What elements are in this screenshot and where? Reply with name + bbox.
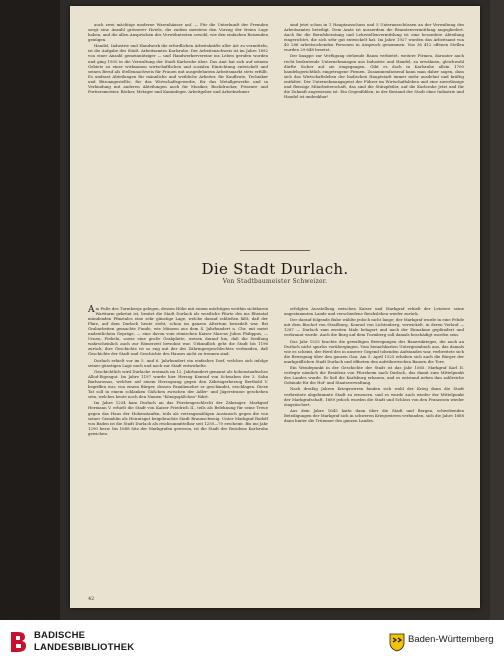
scanner-background-left — [0, 0, 60, 620]
paragraph: sind jetzt schon in 1 Hauptausschuss und 5 Unterausschüssen an der Verwaltung des Arbeitsamtes beteiligt. Dem Amte ist ausserdem die Beamtenvermittlung angegliedert. Auch für die Berufsberatung und Lehrstellenvermittlung ist eine besondere Abteilung eingerichtet, die sich sehr gut entwickelt hat. Im Jahre 1927 wurden das Arbeitsamt von 40 286 arbeitsuchenden Personen in Anspruch genommen. Von 36 412 offenen Stellen wurden 29 648 besetzt. — [284, 22, 464, 53]
paragraph: Der darauf folgende Bube wählte jedoch nicht lange; der Markgraf wurde in eine Fehde mit dem Bischof von Straßburg, Konrad von Lichtenberg, verwickelt, in deren Verlauf — 1287 — Durlach zum zweiten Male belagert und nach der Einnahme geplündert und verbrannt wurde. Auch die Burg auf dem Turmberg soll damals beschädigt worden sein. — [284, 317, 464, 338]
paragraph: Im Jahre 1234 kam Durlach an das Fürstengeschlecht der Zähringer. Markgraf Hermann V. erhielt die Stadt von Kaiser Friedrich II., teils als Belehnung für seine Treue gegen das Haus der Hohenstaufen, teils als vertragsmäßigen Austausch gegen die von seiner Gemahlin als Heiratsgut beigebrachte Stadt Braunschweig. Unter Markgraf Rudolf von Baden ist die Stadt Durlach als reichsunmittelbar seit 1250—70 erscheint. Bis ins Jahr 1290 bezw. bis 1688 Sitz der Markgrafen gewesen, ist die Stadt der Residenz Karlsruhe gewichen. — [88, 400, 268, 436]
paragraph: Ein Wendepunkt in der Geschichte der Stadt ist das Jahr 1565. Markgraf Karl II. verlegte nämlich die Residenz von Pforzheim nach Durlach, das damit zum Mittelpunkt des Landes wurde. Er ließ die Karlsburg erbauen, und es entstand neben ihm zahlreiche Gebäude für die Hof- und Staatsverwaltung. — [284, 365, 464, 386]
paragraph: auch zwei mächtige moderne Warenhäuser auf. — Für die Unterkunft der Fremden sorgt eine Anzahl grösserer Hotels, die zudem meistens den Vorzug der freien Lage haben, und die allen Ansprüchen des Verwöhntesten sowohl, wie den einfachen Reisenden genügen. — [88, 22, 268, 43]
article-subtitle: Von Stadtbaumeister Schweizer. — [222, 278, 328, 285]
library-name[interactable] — [34, 630, 134, 654]
paragraph: Geschichtlich wird Durlache erstmals im 12. Jahrhundert genannt als hohenstaufisches Allod-Eigengut. Im Jahre 1197 wurde hier Herzog Konrad von Schwaben der 3. Sohn Barbarossas, welcher auf einem Herzogszug gegen den Zähringerherzog Berthold V. begriffen war, von einem Bürger, dessen Familienehre er geschändet, erschlagen. Diese Tat soll in einem schlanken Gäßchen zwischen der Adler- und Jägerstrasse geschehen sein, welches heute noch den Namen "Königsgäßchen" führt. — [88, 368, 268, 400]
book-page — [70, 6, 480, 608]
text-column-top-left — [88, 22, 268, 95]
text-column-bottom-right — [284, 306, 464, 424]
page-number: 42 — [88, 596, 95, 602]
baden-wuerttemberg-coat-of-arms-icon[interactable] — [388, 632, 406, 652]
paragraph: Aus dem Jahre 1645 hatte dann über die Stadt und Bergen, schwebenden Beteiligungen der Markgraf sich in schweren Kriegswirren verbunden, sich die Jahre 1688 dann hinter die Trümmer des ganzen Landes. — [284, 407, 464, 423]
paragraph: Handel, Industrie und Handwerk die erfordlichen Arbeitskräfte aller Art zu vermitteln, ist die Aufgabe des Städt. Arbeitsamtes Karlsruhe. Der Arbeitsnachweis ist im Jahre 1892 von einer Anzahl gemeinnütziger — und Handwerkervereine ins Leben gerufen worden und ging 1905 in die Verwaltung der Stadt Karlsruhe über. Das Amt hat sich auf seinem Gebiete zu einer wirksamen wirtschaftlichen und sozialen Einrichtung entwickelt und seinen Beruf als Stellennachweis für Frauen mit ausgedehntem Arbeitsmarkt stets erfüllt. Es umfasst Abteilungen für männliche und weibliche Arbeiter, für Kaufleute, Techniker und Büroangestellte, für das Wirtschaftsgewerbe, für das Metallgewerbe und in Verbindung mit anderen Abteilungen auch für Musiker, Buchdrucker, Friseure und Portiersmeister, Bäcker, Metzger und Kaminfeger. Arbeitgeber und Arbeitnehmer — [88, 43, 268, 94]
paragraph: Nach dreißig Jahren Kriegswirren fanden sich wohl der Krieg dann die Stadt verbreitete abgebrannte Stadt zu erneuern, und es wurde auch wieder der Mittelpunkt der Markgrafschaft, 1689 jedoch wurden die Stadt und Schloss von den Franzosen wieder eingeäschert. — [284, 386, 464, 407]
footer-bar — [0, 620, 504, 666]
article-title: Die Stadt Durlach. — [201, 260, 349, 278]
paragraph: Das Jahr 1525 brachte die gewaltigen Bewegungen des Bauernkrieges, die auch an Durlach nicht spurlos vorübergingen. Vom benachbarten Untergrombach aus, das damals wie es scheint, der Herd des in unserer Gegend tobenden Aufstandes war, verbreitete sich die Bewegung über den ganzen Gau. Am 5. April 1525 erhoben sich auch die Bürger der markgräflichen Stadt Durlach und öffneten den aufrührerischen Bauern die Tore. — [284, 338, 464, 364]
paragraph: Der knappe zur Verfügung stehende Raum verbietet, weitere Firmen, darunter auch recht bedeutende Unternehmungen aus Industrie und Handel, zu erwähnen, gleichwohl dürfte Sicher auf sie eingegangen. Gibt es doch in Karlsruhe allein 1700 handelsgerichtlich eingetragene Firmen. Zusammenfassend kann man daher sagen, dass sich das Wirtschaftsleben der badischen Hauptstadt immer mehr ausdehnt und kräftig entfaltet. Der Unternehmungsgeist der Führer im Wirtschaftsleben und eine zuverlässige und fleissige Mitarbeiterschaft, das sind die Stützpfeiler, auf die Karlsruhe jetzt und für die Zukunft angewiesen ist. Ein Gegenfühlen, in der Bestand der Stadt ohne Industrie und Handel ist undenkbar! — [284, 53, 464, 99]
drop-cap: A — [88, 305, 95, 315]
library-name-line2: LANDESBIBLIOTHEK — [34, 642, 135, 653]
text-column-top-right — [284, 22, 464, 100]
library-name-line1: BADISCHE — [34, 630, 86, 641]
state-name[interactable]: Baden-Württemberg — [408, 634, 494, 645]
section-divider — [240, 250, 310, 251]
paragraph: erfolgten Ausstellung zwischen Kaiser und Markgraf erhielt der Letztere seine angestammten Lande und verschiedene Reichslehen wieder zurück. — [284, 306, 464, 317]
scanner-background-right — [490, 0, 504, 620]
paragraph: Am Fuße des Turmbergs gelegen, dessen Höhe mit einem mächtigen weithin sichtbaren Wartturm gekrönt ist, besitzt die Stadt Durlach als westliche Pforte des ins Rheintal mündenden Pfinztales eine sehr günstige Lage, welche darauf schließen läßt, daß der Platz, auf dem Durlach heute steht, schon im ganzen Altertum besiedelt war. Bei Grabarbeiten gemachte Funde, wie Münzen aus dem 4. Jahrhundert n. Chr. mit meist undeutlichem Gepräge, — eine davon vom römischen Kaiser Marcus Julius Philippus, — Urnen, Fiebeln, sowie eine große Grabplatte, weisen darauf hin, daß die Siedlung wahrscheinlich auch zur Römerzeit bewohnt war. Urkundlich geht die Stadt bis 1196 zurück; ihre Geschichte ist so eng mit der des Zähringergeschlechtes verbunden, daß Geschichte der Stadt und Geschichte des Hauses nicht zu trennen sind. — [88, 305, 268, 357]
paragraph: Durlach erhielt vor im 5. und 6. Jahrhundert ein einfaches Dorf, welches sich infolge seiner günstigen Lage nach und nach zur Stadt entwickelte. — [88, 357, 268, 368]
text-column-bottom-left — [88, 306, 268, 437]
badische-landesbibliothek-logo-icon[interactable] — [8, 630, 30, 656]
